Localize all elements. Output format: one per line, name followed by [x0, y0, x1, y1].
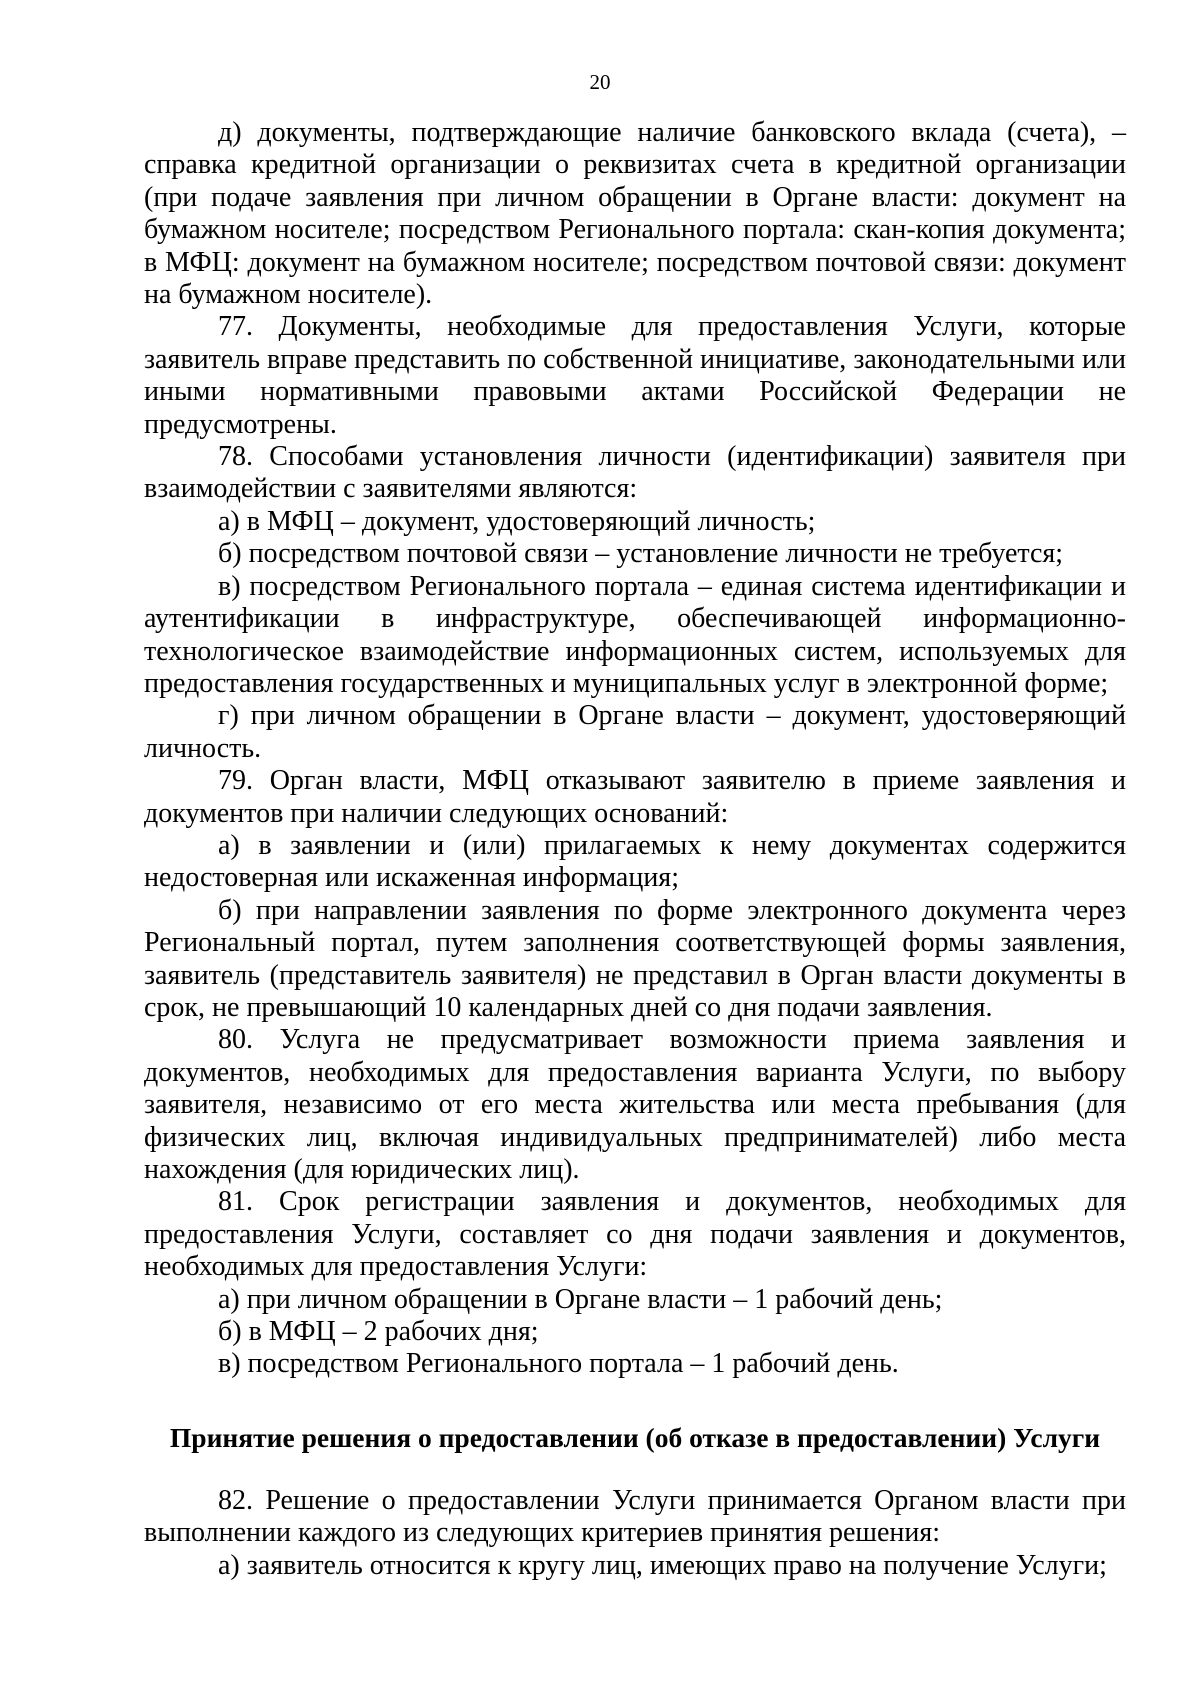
- paragraph-76-d: д) документы, подтверждающие наличие банковского вклада (счета), – справка кредитной организации о реквизитах счета в кредитной организации (при подаче заявления при личном обращении в Органе власти: документ на бумажном носителе; посредством Регионального портала: скан-копия документа; в МФЦ: документ на бумажном носителе; посредством почтовой связи: документ на бумажном носителе).: [144, 117, 1126, 311]
- paragraph-77: 77. Документы, необходимые для предоставления Услуги, которые заявитель вправе представить по собственной инициативе, законодательными или иными нормативными правовыми актами Российской Федерации не предусмотрены.: [144, 311, 1126, 440]
- document-body: [144, 117, 1126, 1381]
- paragraph-79-a: а) в заявлении и (или) прилагаемых к нему документах содержится недостоверная или искаженная информация;: [144, 829, 1126, 894]
- paragraph-78-g: г) при личном обращении в Органе власти – документ, удостоверяющий личность.: [144, 700, 1126, 764]
- paragraph-82-a: а) заявитель относится к кругу лиц, имеющих право на получение Услуги;: [218, 1549, 1107, 1581]
- paragraph-79-b: б) при направлении заявления по форме электронного документа через Региональный портал, путем заполнения соответствующей формы заявления, заявитель (представитель заявителя) не представил в Орган власти документы в срок, не превышающий 10 календарных дней со дня подачи заявления.: [144, 894, 1126, 1023]
- document-body-continued: [144, 1485, 1126, 1582]
- paragraph-82: 82. Решение о предоставлении Услуги принимается Органом власти при выполнении каждого из следующих критериев принятия решения:: [144, 1485, 1126, 1549]
- page-number: 20: [589, 70, 611, 94]
- paragraph-81: 81. Срок регистрации заявления и документов, необходимых для предоставления Услуги, составляет со дня подачи заявления и документов, необходимых для предоставления Услуги:: [144, 1186, 1126, 1283]
- paragraph-81-b: б) в МФЦ – 2 рабочих дня;: [218, 1316, 539, 1348]
- paragraph-79: 79. Орган власти, МФЦ отказывают заявителю в приеме заявления и документов при наличии следующих оснований:: [144, 765, 1126, 829]
- paragraph-80: 80. Услуга не предусматривает возможности приема заявления и документов, необходимых для предоставления варианта Услуги, по выбору заявителя, независимо от его места жительства или места пребывания (для физических лиц, включая индивидуальных предпринимателей) либо места нахождения (для юридических лиц).: [144, 1024, 1126, 1185]
- paragraph-78-a: а) в МФЦ – документ, удостоверяющий личность;: [218, 505, 816, 537]
- paragraph-78-b: б) посредством почтовой связи – установление личности не требуется;: [218, 538, 1064, 570]
- paragraph-78: 78. Способами установления личности (идентификации) заявителя при взаимодействии с заявителями являются:: [144, 441, 1126, 505]
- paragraph-81-v: в) посредством Регионального портала – 1 рабочий день.: [218, 1348, 899, 1380]
- paragraph-78-v: в) посредством Регионального портала – единая система идентификации и аутентификации в инфраструктуре, обеспечивающей информационно-технологическое взаимодействие информационных систем, используемых для предоставления государственных и муниципальных услуг в электронной форме;: [144, 570, 1126, 699]
- paragraph-81-a: а) при личном обращении в Органе власти – 1 рабочий день;: [218, 1283, 943, 1315]
- section-heading: Принятие решения о предоставлении (об отказе в предоставлении) Услуги: [169, 1422, 1101, 1453]
